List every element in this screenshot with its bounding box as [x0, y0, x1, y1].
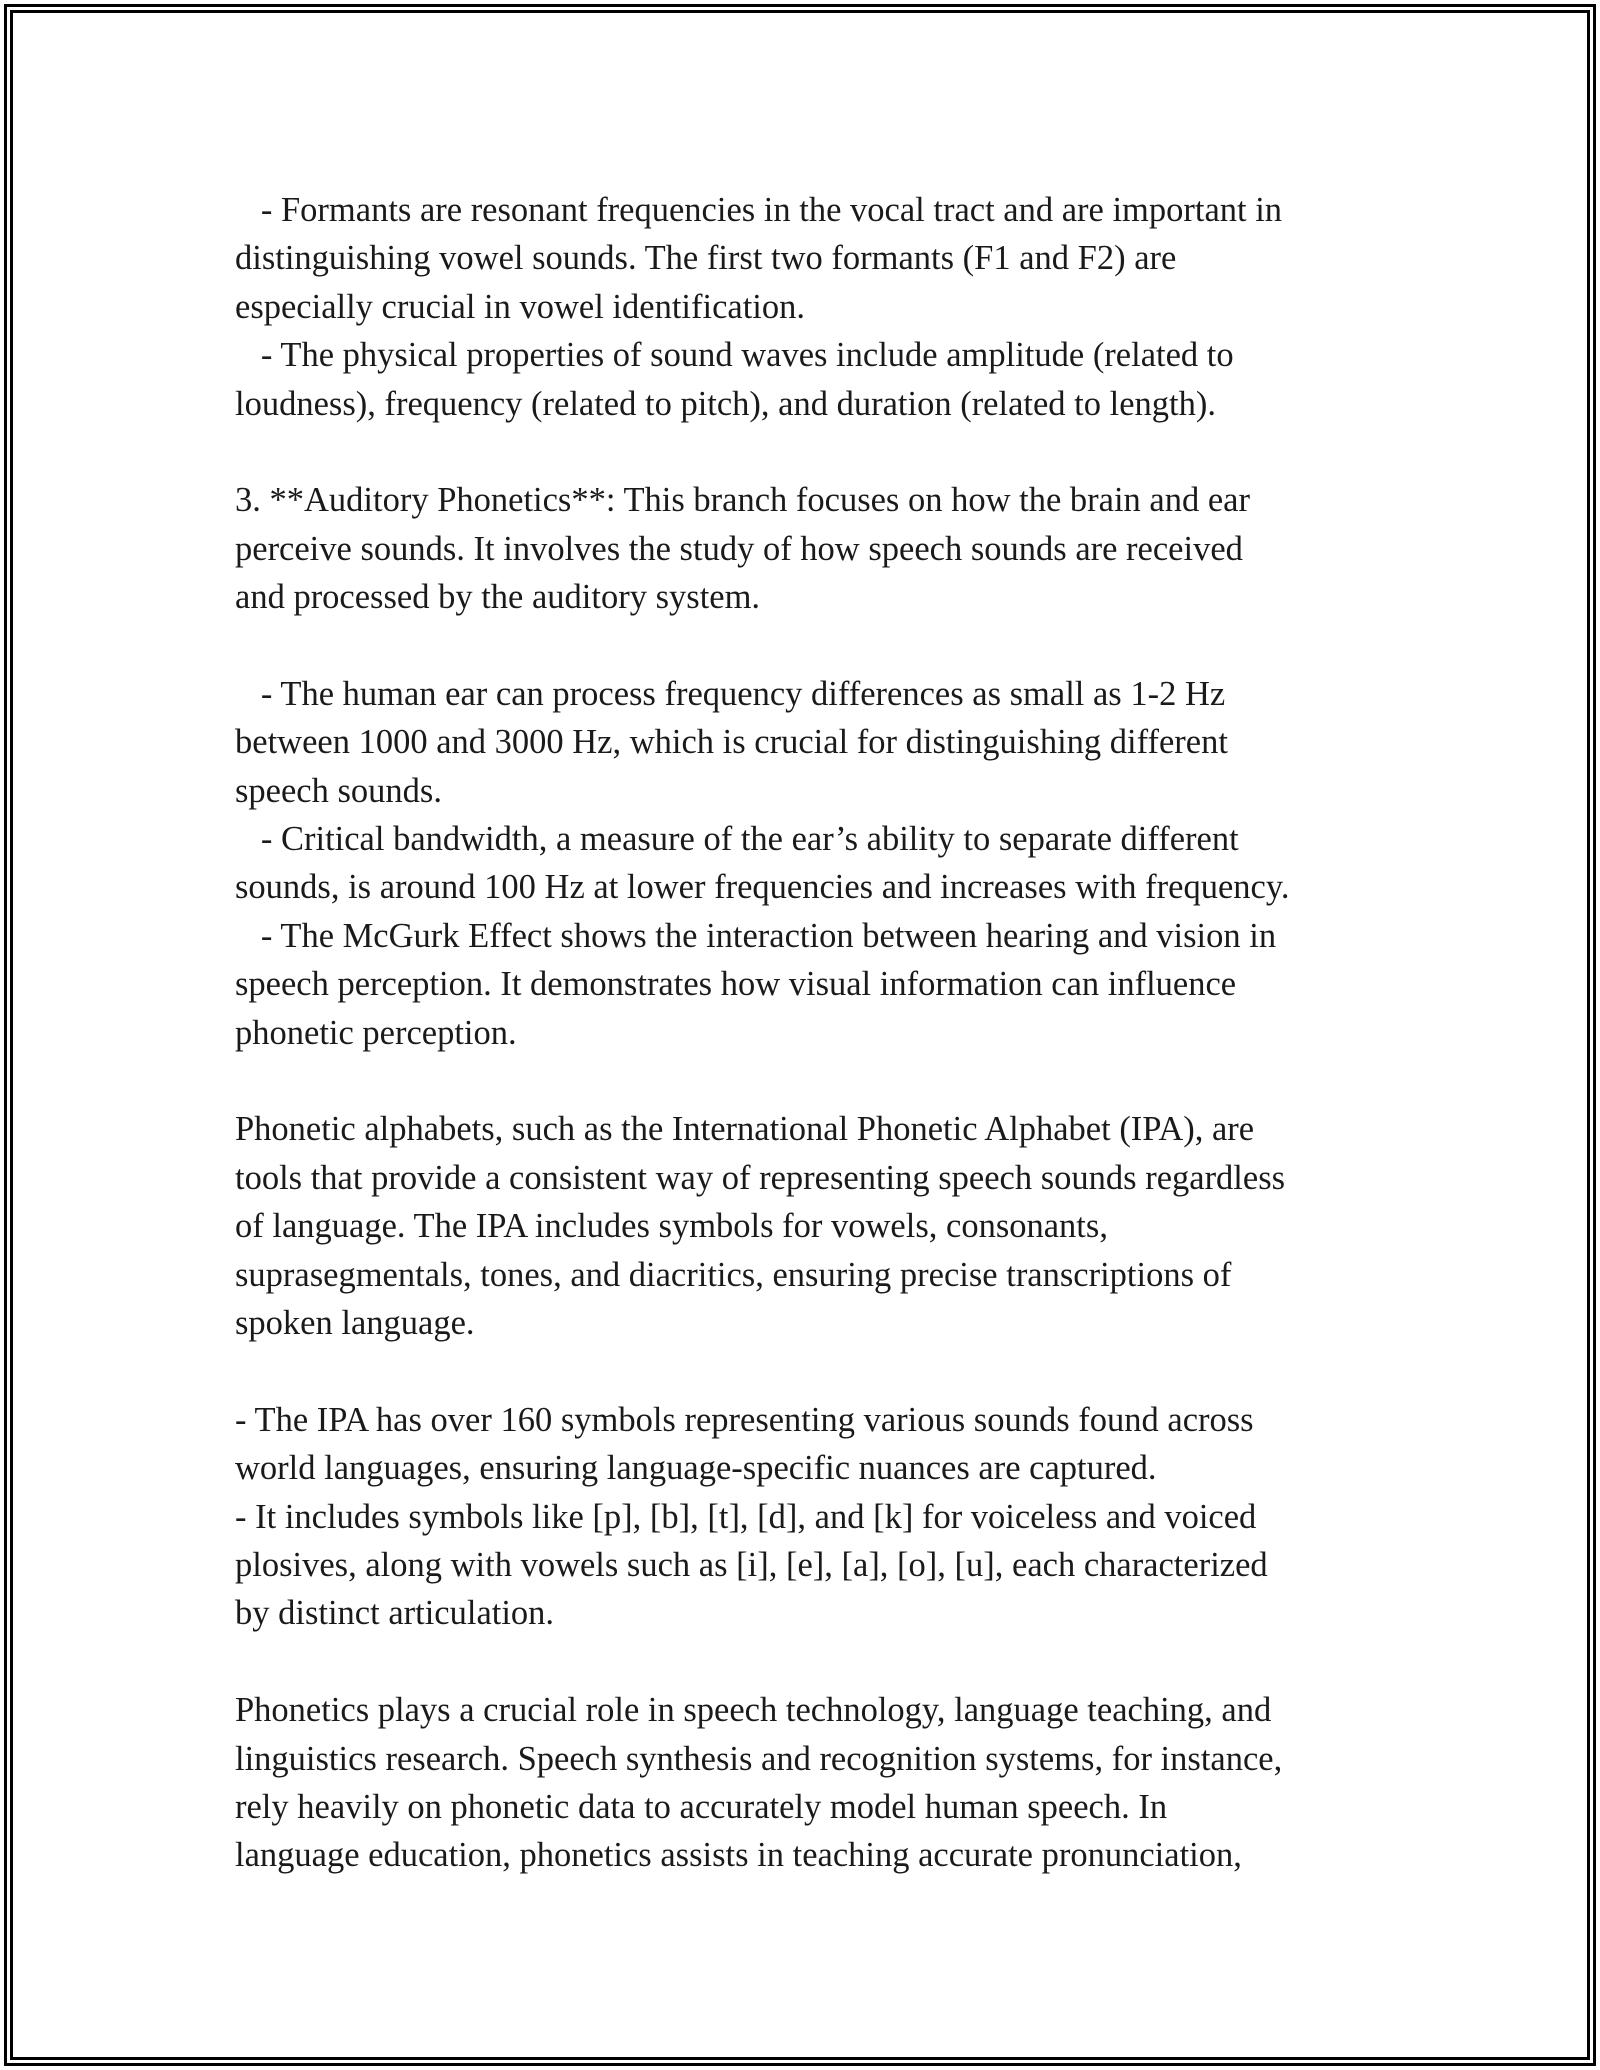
text-line: loudness), frequency (related to pitch), and duration (related to length). — [235, 384, 1216, 423]
text-line: - The human ear can process frequency differences as small as 1-2 Hz — [235, 674, 1226, 713]
text-line: of language. The IPA includes symbols for vowels, consonants, — [235, 1207, 1108, 1246]
text-line: by distinct articulation. — [235, 1594, 555, 1633]
text-line: - It includes symbols like [p], [b], [t], [d], and [k] for voiceless and voiced — [235, 1497, 1257, 1536]
text-line: - The McGurk Effect shows the interaction between hearing and vision in — [235, 916, 1277, 955]
text-line: perceive sounds. It involves the study of how speech sounds are received — [235, 529, 1243, 568]
text-line: tools that provide a consistent way of representing speech sounds regardless — [235, 1158, 1286, 1197]
text-line: - The physical properties of sound waves include amplitude (related to — [235, 336, 1234, 375]
text-line: speech sounds. — [235, 771, 442, 810]
text-line: - Critical bandwidth, a measure of the ear’s ability to separate different — [235, 820, 1239, 859]
text-line: spoken language. — [235, 1303, 475, 1342]
text-line: rely heavily on phonetic data to accurately model human speech. In — [235, 1787, 1168, 1826]
text-line: and processed by the auditory system. — [235, 578, 761, 617]
text-line: - The IPA has over 160 symbols representing various sounds found across — [235, 1400, 1254, 1439]
text-line: Phonetic alphabets, such as the International Phonetic Alphabet (IPA), are — [235, 1110, 1255, 1149]
blank-line — [235, 1347, 1385, 1395]
text-line: especially crucial in vowel identification. — [235, 287, 805, 326]
text-line: 3. **Auditory Phonetics**: This branch focuses on how the brain and ear — [235, 481, 1250, 520]
text-line: plosives, along with vowels such as [i], [e], [a], [o], [u], each characterized — [235, 1545, 1268, 1584]
text-line: language education, phonetics assists in teaching accurate pronunciation, — [235, 1836, 1242, 1875]
text-line: Phonetics plays a crucial role in speech technology, language teaching, and — [235, 1691, 1272, 1730]
text-line: sounds, is around 100 Hz at lower frequencies and increases with frequency. — [235, 868, 1290, 907]
blank-line — [235, 1638, 1385, 1686]
text-line: world languages, ensuring language-specific nuances are captured. — [235, 1449, 1157, 1488]
text-line: linguistics research. Speech synthesis and recognition systems, for instance, — [235, 1739, 1283, 1778]
blank-line — [235, 1057, 1385, 1105]
document-body — [235, 186, 1385, 1880]
text-line: - Formants are resonant frequencies in the vocal tract and are important in — [235, 191, 1283, 229]
text-line: speech perception. It demonstrates how visual information can influence — [235, 965, 1237, 1004]
blank-line — [235, 428, 1385, 476]
text-line: suprasegmentals, tones, and diacritics, ensuring precise transcriptions of — [235, 1255, 1232, 1294]
text-line: distinguishing vowel sounds. The first two formants (F1 and F2) are — [235, 239, 1177, 278]
text-line: phonetic perception. — [235, 1013, 517, 1052]
text-line: between 1000 and 3000 Hz, which is crucial for distinguishing different — [235, 723, 1228, 762]
blank-line — [235, 622, 1385, 670]
